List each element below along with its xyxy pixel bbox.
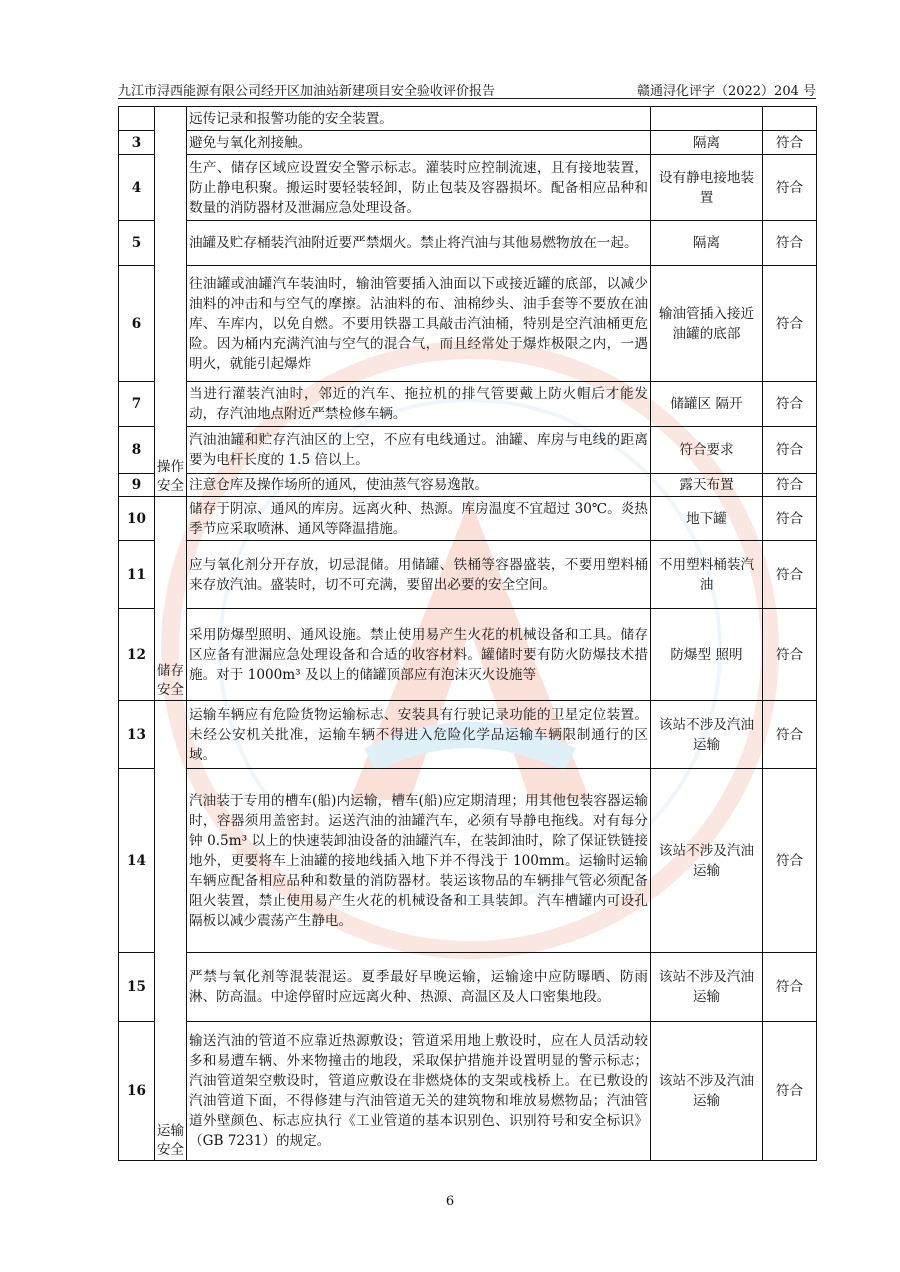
actual-measure: 该站不涉及汽油运输	[651, 1022, 763, 1161]
row-number: 15	[119, 953, 155, 1022]
table-row	[119, 609, 817, 701]
check-content: 往油罐或油罐汽车装油时，输油管要插入油面以下或接近罐的底部，以减少油料的冲击和与空气的摩擦。沾油料的布、油棉纱头、油手套等不要放在油库、车库内，以免自燃。不要用铁器工具敲击汽油桶，特别是空汽油桶更危险。因为桶内充满汽油与空气的混合气，而且经常处于爆炸极限之内，一遇明火，就能引起爆炸	[187, 266, 651, 382]
row-number: 11	[119, 541, 155, 609]
actual-measure: 符合要求	[651, 427, 763, 474]
table-row	[119, 701, 817, 769]
table-row	[119, 107, 817, 131]
row-number: 16	[119, 1022, 155, 1161]
report-number: 赣通浔化评字（2022）204 号	[636, 84, 816, 99]
check-result: 符合	[763, 1022, 817, 1161]
actual-measure: 防爆型 照明	[651, 609, 763, 701]
check-result: 符合	[763, 497, 817, 541]
actual-measure: 储罐区 隔开	[651, 382, 763, 427]
actual-measure: 隔离	[651, 131, 763, 155]
table-row	[119, 221, 817, 266]
page-number: 6	[445, 1194, 455, 1209]
check-result: 符合	[763, 541, 817, 609]
safety-check-table	[118, 106, 817, 1161]
table-row	[119, 382, 817, 427]
check-result: 符合	[763, 221, 817, 266]
actual-measure: 该站不涉及汽油运输	[651, 953, 763, 1022]
table-row	[119, 131, 817, 155]
table-row	[119, 427, 817, 474]
check-result: 符合	[763, 701, 817, 769]
actual-measure: 输油管插入接近油罐的底部	[651, 266, 763, 382]
check-content: 生产、储存区域应设置安全警示标志。灌装时应控制流速，且有接地装置，防止静电积聚。搬运时要轻装轻卸，防止包装及容器损坏。配备相应品种和数量的消防器材及泄漏应急处理设备。	[187, 155, 651, 221]
row-number: 9	[119, 474, 155, 497]
check-result: 符合	[763, 769, 817, 953]
check-result: 符合	[763, 266, 817, 382]
check-content: 避免与氧化剂接触。	[187, 131, 651, 155]
actual-measure: 该站不涉及汽油运输	[651, 701, 763, 769]
check-content: 远传记录和报警功能的安全装置。	[187, 107, 651, 131]
category-transport: 运输安全	[155, 701, 187, 1161]
check-result	[763, 107, 817, 131]
check-content: 采用防爆型照明、通风设施。禁止使用易产生火花的机械设备和工具。储存区应备有泄漏应急处理设备和合适的收容材料。罐储时要有防火防爆技术措施。对于 1000m³ 及以上的储罐顶部应有泡沫灭火设施等	[187, 609, 651, 701]
row-number: 8	[119, 427, 155, 474]
check-result: 符合	[763, 131, 817, 155]
check-content: 应与氧化剂分开存放，切忌混储。用储罐、铁桶等容器盛装，不要用塑料桶来存放汽油。盛装时，切不可充满，要留出必要的安全空间。	[187, 541, 651, 609]
check-content: 运输车辆应有危险货物运输标志、安装具有行驶记录功能的卫星定位装置。未经公安机关批准，运输车辆不得进入危险化学品运输车辆限制通行的区域。	[187, 701, 651, 769]
table-row	[119, 474, 817, 497]
check-result: 符合	[763, 953, 817, 1022]
check-result: 符合	[763, 609, 817, 701]
actual-measure: 不用塑料桶装汽油	[651, 541, 763, 609]
check-result: 符合	[763, 382, 817, 427]
row-number: 13	[119, 701, 155, 769]
row-number: 6	[119, 266, 155, 382]
table-row	[119, 1022, 817, 1161]
actual-measure	[651, 107, 763, 131]
page-header	[118, 76, 816, 99]
actual-measure: 露天布置	[651, 474, 763, 497]
check-result: 符合	[763, 155, 817, 221]
row-number: 5	[119, 221, 155, 266]
category-storage: 储存安全	[155, 497, 187, 701]
actual-measure: 设有静电接地装置	[651, 155, 763, 221]
table-row	[119, 769, 817, 953]
actual-measure: 该站不涉及汽油运输	[651, 769, 763, 953]
row-number: 3	[119, 131, 155, 155]
row-number: 10	[119, 497, 155, 541]
table-row	[119, 953, 817, 1022]
check-content: 注意仓库及操作场所的通风，使油蒸气容易逸散。	[187, 474, 651, 497]
report-title: 九江市浔西能源有限公司经开区加油站新建项目安全验收评价报告	[118, 84, 496, 99]
row-number: 4	[119, 155, 155, 221]
table-row	[119, 541, 817, 609]
check-content: 汽油装于专用的槽车(船)内运输，槽车(船)应定期清理；用其他包装容器运输时，容器须用盖密封。运送汽油的油罐汽车，必须有导静电拖线。对有每分钟 0.5m³ 以上的快速装卸油设备的油罐汽车，在装卸油时，除了保证铁链接地外，更要将车上油罐的接地线插入地下并不得浅于 100mm。运输时运输车辆应配备相应品种和数量的消防器材。装运该物品的车辆排气管必须配备阻火装置，禁止使用易产生火花的机械设备和工具装卸。汽车槽罐内可设孔隔板以减少震荡产生静电。	[187, 769, 651, 953]
check-content: 严禁与氧化剂等混装混运。夏季最好早晚运输，运输途中应防曝晒、防雨淋、防高温。中途停留时应远离火种、热源、高温区及人口密集地段。	[187, 953, 651, 1022]
table-row	[119, 155, 817, 221]
actual-measure: 隔离	[651, 221, 763, 266]
table-row	[119, 497, 817, 541]
check-content: 储存于阴凉、通风的库房。远离火种、热源。库房温度不宜超过 30℃。炎热季节应采取喷淋、通风等降温措施。	[187, 497, 651, 541]
row-number: 7	[119, 382, 155, 427]
check-content: 当进行灌装汽油时，邻近的汽车、拖拉机的排气管要戴上防火帽后才能发动，存汽油地点附近严禁检修车辆。	[187, 382, 651, 427]
table-row	[119, 266, 817, 382]
check-content: 油罐及贮存桶装汽油附近要严禁烟火。禁止将汽油与其他易燃物放在一起。	[187, 221, 651, 266]
row-number: 12	[119, 609, 155, 701]
check-content: 汽油油罐和贮存汽油区的上空，不应有电线通过。油罐、库房与电线的距离要为电杆长度的 1.5 倍以上。	[187, 427, 651, 474]
actual-measure: 地下罐	[651, 497, 763, 541]
row-number	[119, 107, 155, 131]
check-result: 符合	[763, 474, 817, 497]
check-result: 符合	[763, 427, 817, 474]
category-operation: 操作安全	[155, 107, 187, 497]
row-number: 14	[119, 769, 155, 953]
check-content: 输送汽油的管道不应靠近热源敷设；管道采用地上敷设时，应在人员活动较多和易遭车辆、外来物撞击的地段，采取保护措施并设置明显的警示标志；汽油管道架空敷设时，管道应敷设在非燃烧体的支架或栈桥上。在已敷设的汽油管道下面，不得修建与汽油管道无关的建筑物和堆放易燃物品；汽油管道外壁颜色、标志应执行《工业管道的基本识别色、识别符号和安全标识》（GB 7231）的规定。	[187, 1022, 651, 1161]
